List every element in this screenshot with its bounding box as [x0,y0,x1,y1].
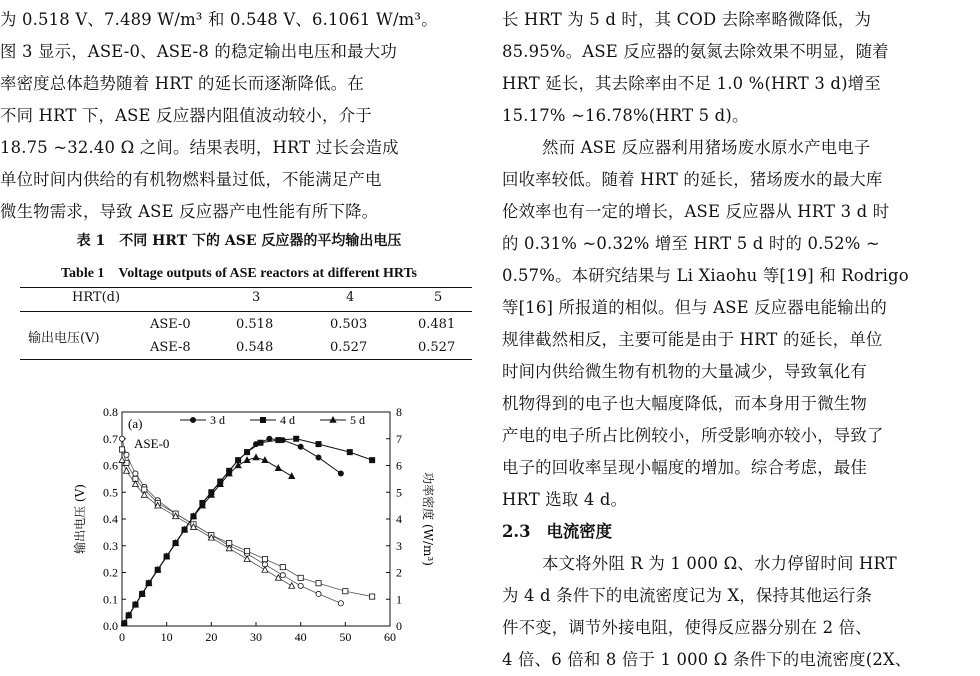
y2-tick-label: 2 [396,565,402,580]
voltage-point [119,447,124,452]
body-line: 时间内供给微生物有机物的大量减少，导致氧化有 [502,362,867,381]
table-bottom-rule [20,359,472,360]
y-tick-label: 0.2 [103,565,118,580]
table-header-5: 5 [434,290,443,305]
power-point [294,436,299,441]
legend-label: 3 d [210,413,225,427]
voltage-point [280,573,285,578]
body-line: 然而 ASE 反应器利用猪场废水原水产电电子 [542,138,871,157]
body-line: 85.95%。ASE 反应器的氨氮去除效果不明显，随着 [502,42,889,61]
table-row-group-label: 输出电压(V) [28,331,100,346]
body-line: 规律截然相反，主要可能是由于 HRT 的延长，单位 [502,330,883,349]
body-line: 4 倍、6 倍和 8 倍于 1 000 Ω 条件下的电流密度(2X、 [502,650,912,669]
power-point [253,454,259,460]
body-line: 回收率较低。随着 HRT 的延长，猪场废水的最大库 [502,170,883,189]
section-heading [502,516,972,548]
table-header-hrt: HRT(d) [72,290,121,305]
voltage-point [262,557,267,562]
y2-tick-label: 6 [396,458,402,473]
power-line-4d [124,439,372,624]
table-caption-en: Table 1 Voltage outputs of ASE reactors at different HRTs [60,266,417,281]
reactor-label: ASE-0 [134,436,170,451]
power-point [370,458,375,463]
voltage-point [298,583,303,588]
body-line: 单位时间内供给的有机物燃料量过低，不能满足产电 [0,170,382,189]
table-header-4: 4 [346,290,355,305]
body-line: 的 0.31% ~0.32% 增至 HRT 5 d 时的 0.52% ~ [502,234,880,253]
body-line: 等[16] 所报道的相似。但与 ASE 反应器电能输出的 [502,298,887,317]
table-row-name: ASE-0 [150,317,191,332]
panel-label: (a) [128,416,143,431]
voltage-line-3d [122,439,341,604]
power-point [267,436,272,441]
voltage-point [289,583,295,589]
y2-tick-label: 5 [396,485,402,500]
voltage-point [280,565,285,570]
voltage-line-4d [122,449,372,596]
y-tick-label: 0.7 [103,431,118,446]
table-row-name: ASE-8 [150,340,191,355]
voltage-point [338,601,343,606]
body-line: HRT 选取 4 d。 [502,490,628,509]
y-tick-label: 0.0 [103,619,118,633]
figure-3a [70,400,450,653]
table-cell: 0.527 [418,340,456,355]
body-line: 长 HRT 为 5 d 时，其 COD 去除率略微降低，为 [502,10,872,29]
power-point [275,465,281,471]
x-tick-label: 20 [205,630,218,644]
y-tick-label: 0.3 [103,538,118,553]
power-point [338,471,343,476]
body-line: 机物得到的电子也大幅度降低，而本身用于微生物 [502,394,867,413]
voltage-point [123,468,129,474]
y-tick-label: 0.6 [103,458,118,473]
y2-tick-label: 8 [396,405,402,419]
section-number: 2.3 [502,522,531,541]
body-line: 微生物需求，导致 ASE 反应器产电性能有所下降。 [0,202,379,221]
x-tick-label: 30 [250,630,262,644]
y-tick-label: 0.8 [103,405,118,419]
section-title: 电流密度 [546,522,613,541]
x-tick-label: 40 [294,630,307,644]
voltage-point [343,589,348,594]
voltage-point [119,436,124,441]
y2-tick-label: 4 [396,512,402,526]
table-header-3: 3 [252,290,261,305]
y-tick-label: 0.5 [103,485,118,500]
table-mid-rule [20,311,472,312]
table-cell: 0.527 [330,340,368,355]
table-cell: 0.518 [236,317,274,332]
table-cell: 0.548 [236,340,274,355]
table-cell: 0.481 [418,317,456,332]
x-tick-label: 60 [384,630,396,644]
y2-tick-label: 7 [396,431,402,446]
y2-tick-label: 0 [396,619,402,633]
voltage-point [316,591,321,596]
legend-label: 4 d [280,413,295,427]
table-cell: 0.503 [330,317,368,332]
power-point [347,450,352,455]
voltage-point [244,549,249,554]
body-line: HRT 延长，其去除率由不足 1.0 %(HRT 3 d)增至 [502,74,881,93]
voltage-point [262,567,268,573]
voltage-point [370,594,375,599]
legend-label: 5 d [350,413,365,427]
power-point [289,473,295,479]
body-line: 电子的回收率呈现小幅度的增加。综合考虑，最佳 [502,458,867,477]
body-line: 本文将外阻 R 为 1 000 Ω、水力停留时间 HRT [542,554,897,573]
body-line: 率密度总体趋势随着 HRT 的延长而逐渐降低。在 [0,74,364,93]
power-point [258,440,263,445]
y-axis-label: 输出电压 (V) [73,484,87,554]
body-line: 为 0.518 V、7.489 W/m³ 和 0.548 V、6.1061 W/m³。 [0,10,438,29]
voltage-point [119,457,125,463]
y2-tick-label: 1 [396,592,402,607]
body-line: 伦效率也有一定的增长，ASE 反应器从 HRT 3 d 时 [502,202,890,221]
y-tick-label: 0.1 [103,592,118,607]
x-tick-label: 10 [160,630,173,644]
body-line: 图 3 显示，ASE-0、ASE-8 的稳定输出电压和最大功 [0,42,397,61]
body-line: 为 4 d 条件下的电流密度记为 X，保持其他运行条 [502,586,873,605]
body-line: 18.75 ~32.40 Ω 之间。结果表明，HRT 过长会造成 [0,138,399,157]
right-column [502,4,972,676]
power-point [276,437,281,442]
x-tick-label: 50 [339,630,352,644]
power-point [316,455,321,460]
body-line: 0.57%。本研究结果与 Li Xiaohu 等[19] 和 Rodrigo [502,266,909,285]
table-top-rule [20,287,472,288]
y-tick-label: 0.4 [103,512,118,526]
legend-marker [190,417,195,422]
body-line: 不同 HRT 下，ASE 反应器内阻值波动较小，介于 [0,106,372,125]
body-line: 15.17% ~16.78%(HRT 5 d)。 [502,106,749,125]
body-line: 产电的电子所占比例较小，所受影响亦较小，导致了 [502,426,884,445]
power-point [244,450,249,455]
voltage-power-chart [70,400,450,653]
y2-tick-label: 3 [396,538,402,553]
voltage-point [298,575,303,580]
voltage-point [316,581,321,586]
left-column [0,4,478,228]
y2-axis-label: 功率密度 (W/m³) [421,472,435,566]
power-point [316,442,321,447]
x-tick-label: 0 [119,630,125,644]
legend-marker [260,417,265,422]
power-point [298,444,303,449]
voltage-point [244,556,250,562]
table-caption-cn: 表 1 不同 HRT 下的 ASE 反应器的平均输出电压 [76,233,402,249]
body-line: 件不变，调节外接电阻，使得反应器分别在 2 倍、 [502,618,872,637]
